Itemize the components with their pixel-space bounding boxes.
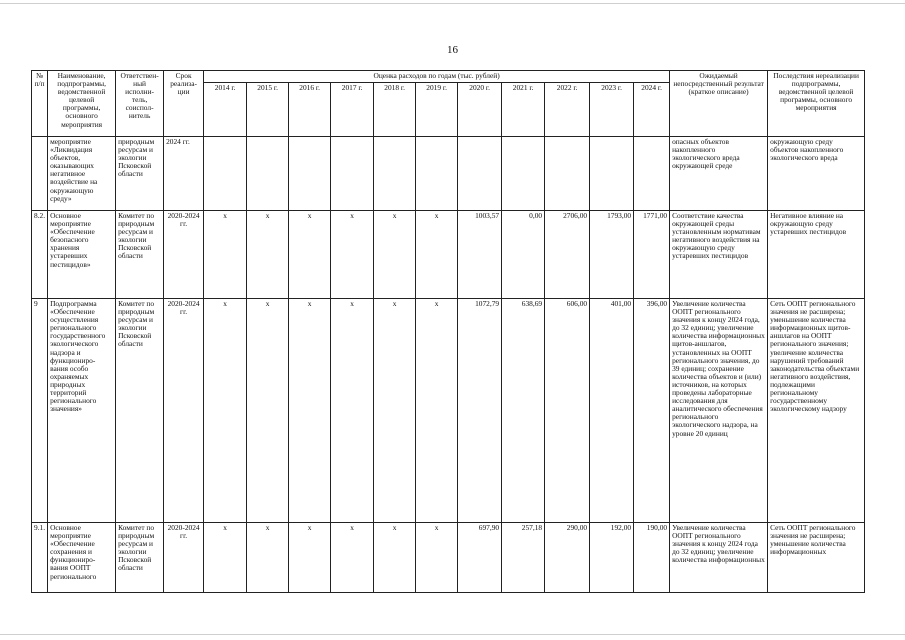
row-period: 2020-2024 гг.: [164, 299, 204, 523]
cost-cell: x: [247, 523, 289, 593]
col-header-period: Срок реализа-ции: [164, 71, 204, 137]
scan-edge-bottom: [0, 634, 905, 635]
cost-cell: x: [374, 299, 416, 523]
scan-edge-top: [0, 3, 905, 4]
cost-cell: [590, 137, 634, 211]
col-header-responsible: Ответствен-ный исполни-тель, соиспол-нитель: [116, 71, 164, 137]
cost-cell: [204, 137, 247, 211]
cost-cell: [374, 137, 416, 211]
cost-cell: x: [331, 523, 374, 593]
cost-cell: 1793,00: [590, 211, 634, 299]
row-period: 2020-2024 гг.: [164, 523, 204, 593]
row-expected: Увеличение количества ООПТ регионального значения к концу 2024 года до 32 единиц; увеличение количества информационных: [670, 523, 768, 593]
cost-cell: [289, 137, 331, 211]
cost-cell: 396,00: [634, 299, 670, 523]
cost-cell: x: [247, 211, 289, 299]
cost-cell: 1072,79: [458, 299, 502, 523]
cost-cell: 192,00: [590, 523, 634, 593]
cost-cell: [634, 137, 670, 211]
cost-cell: 697,90: [458, 523, 502, 593]
year-header: 2017 г.: [331, 83, 374, 137]
cost-cell: [502, 137, 545, 211]
col-header-costs: Оценка расходов по годам (тыс. рублей): [204, 71, 670, 83]
year-header: 2022 г.: [545, 83, 590, 137]
row-consequences: Сеть ООПТ регионального значения не расширена; уменьшение количества информационных щитов-аншлагов на ООПТ регионального значения; увеличение количества нарушений требований законодательства объектами негативного воздействия, подлежащими региональному государственному экологическому надзору: [768, 299, 865, 523]
year-header: 2020 г.: [458, 83, 502, 137]
row-num: [32, 137, 48, 211]
col-header-expected: Ожидаемый непосредственный результат (краткое описание): [670, 71, 768, 137]
cost-cell: [247, 137, 289, 211]
row-period: 2020-2024 гг.: [164, 211, 204, 299]
row-responsible: природным ресурсам и экологии Псковской области: [116, 137, 164, 211]
row-responsible: Комитет по природным ресурсам и экологии Псковской области: [116, 299, 164, 523]
row-consequences: Негативное влияние на окружающую среду устаревших пестицидов: [768, 211, 865, 299]
table-row: [32, 523, 865, 593]
cost-cell: x: [416, 211, 458, 299]
year-header: 2023 г.: [590, 83, 634, 137]
cost-cell: [545, 137, 590, 211]
cost-cell: x: [416, 523, 458, 593]
row-name: мероприятие «Ликвидация объектов, оказывающих негативное воздействие на окружающую среду»: [48, 137, 116, 211]
cost-cell: x: [374, 211, 416, 299]
row-name: Основное мероприятие «Обеспечение безопасного хранения устаревших пестицидов»: [48, 211, 116, 299]
table-row: [32, 211, 865, 299]
row-num: 9.1.: [32, 523, 48, 593]
table-row: [32, 299, 865, 523]
cost-cell: 257,18: [502, 523, 545, 593]
col-header-consequences: Последствия нереализации подпрограммы, ведомственной целевой программы, основного мероприятия: [768, 71, 865, 137]
year-header: 2018 г.: [374, 83, 416, 137]
row-name: Подпрограмма «Обеспечение осуществления регионального государственного экологического надзора и функциониро-вания особо охраняемых природных территорий регионального значения»: [48, 299, 116, 523]
cost-cell: [331, 137, 374, 211]
cost-cell: 2706,00: [545, 211, 590, 299]
row-expected: Увеличение количества ООПТ регионального значения к концу 2024 года, до 32 единиц; увеличение количества информационных щитов-аншлагов, установленных на ООПТ регионального значения, до 39 единиц; сохранение количества объектов и (или) источников, на которых проведены лабораторные исследования для аналитического обеспечения регионального экологического надзора, на уровне 20 единиц: [670, 299, 768, 523]
row-period: 2024 гг.: [164, 137, 204, 211]
row-expected: Соответствие качества окружающей среды установленным нормативам негативного воздействия на окружающую среду устаревших пестицидов: [670, 211, 768, 299]
year-header: 2014 г.: [204, 83, 247, 137]
cost-cell: x: [289, 299, 331, 523]
cost-cell: 606,00: [545, 299, 590, 523]
cost-cell: 638,69: [502, 299, 545, 523]
row-num: 8.2.: [32, 211, 48, 299]
cost-cell: x: [331, 299, 374, 523]
year-header: 2015 г.: [247, 83, 289, 137]
header-row-1: [32, 71, 865, 83]
cost-cell: 290,00: [545, 523, 590, 593]
row-num: 9: [32, 299, 48, 523]
row-responsible: Комитет по природным ресурсам и экологии Псковской области: [116, 523, 164, 593]
year-header: 2024 г.: [634, 83, 670, 137]
cost-cell: x: [289, 523, 331, 593]
cost-cell: 1003,57: [458, 211, 502, 299]
row-consequences: окружающую среду объектов накопленного экологического вреда: [768, 137, 865, 211]
cost-cell: x: [331, 211, 374, 299]
cost-cell: x: [247, 299, 289, 523]
year-header: 2021 г.: [502, 83, 545, 137]
year-header: 2019 г.: [416, 83, 458, 137]
cost-cell: x: [204, 299, 247, 523]
cost-cell: [416, 137, 458, 211]
cost-cell: x: [416, 299, 458, 523]
cost-cell: x: [204, 523, 247, 593]
year-header: 2016 г.: [289, 83, 331, 137]
page-number: 16: [447, 44, 458, 56]
col-header-name: Наименование, подпрограммы, ведомственной целевой программы, основного мероприятия: [48, 71, 116, 137]
cost-cell: 1771,00: [634, 211, 670, 299]
cost-cell: 401,00: [590, 299, 634, 523]
row-name: Основное мероприятие «Обеспечение сохранения и функциониро-вания ООПТ регионального: [48, 523, 116, 593]
budget-table: [31, 70, 865, 593]
row-responsible: Комитет по природным ресурсам и экологии Псковской области: [116, 211, 164, 299]
row-expected: опасных объектов накопленного экологического вреда окружающей среде: [670, 137, 768, 211]
cost-cell: 0,00: [502, 211, 545, 299]
cost-cell: x: [289, 211, 331, 299]
cost-cell: x: [374, 523, 416, 593]
col-header-num: № п/п: [32, 71, 48, 137]
cost-cell: 190,00: [634, 523, 670, 593]
cost-cell: [458, 137, 502, 211]
cost-cell: x: [204, 211, 247, 299]
table-row: [32, 137, 865, 211]
row-consequences: Сеть ООПТ регионального значения не расширена; уменьшение количества информационных: [768, 523, 865, 593]
